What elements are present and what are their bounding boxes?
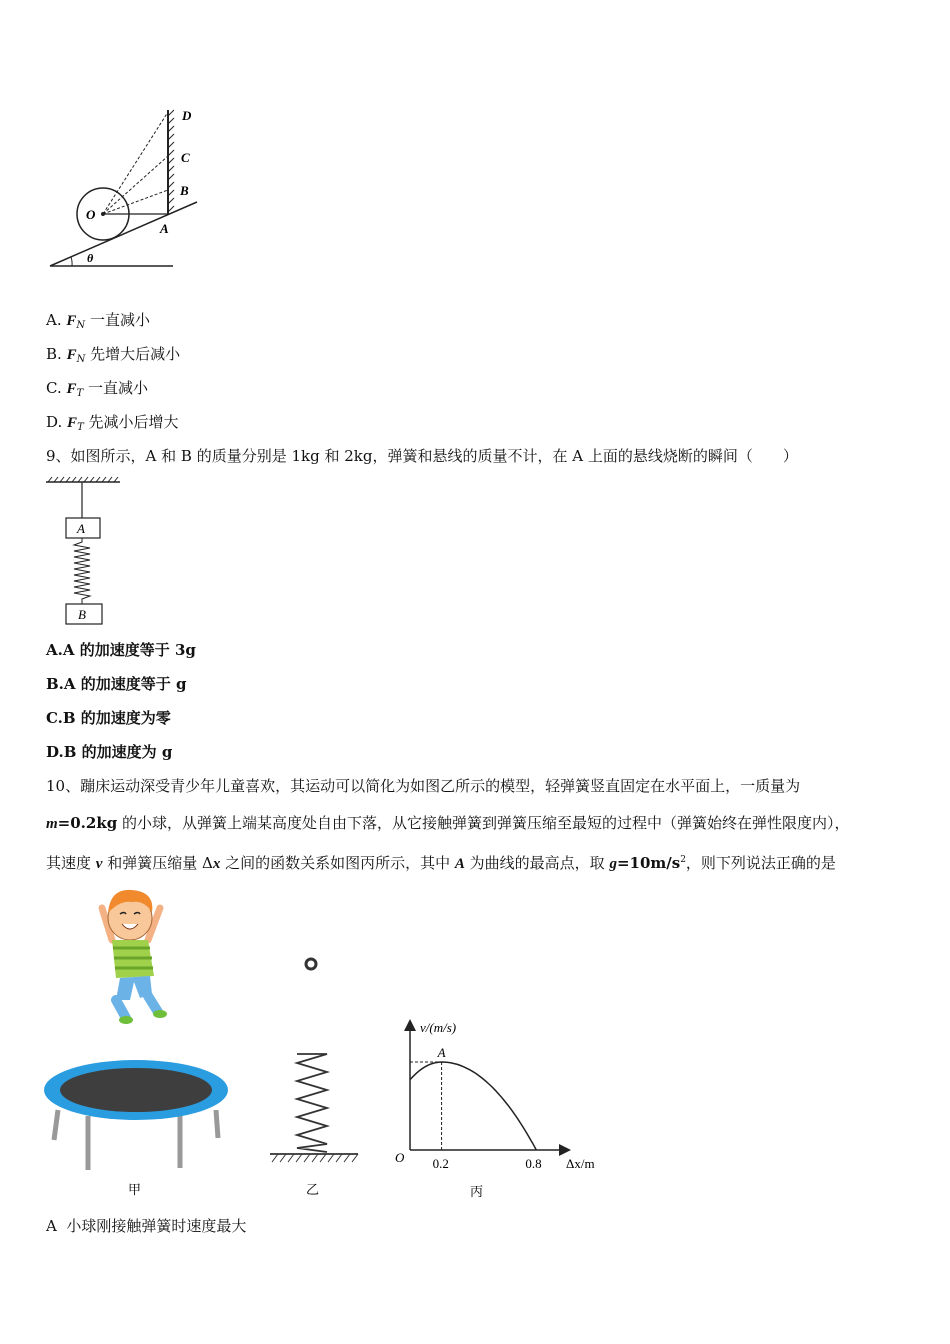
trampoline-child-illustration — [40, 878, 240, 1198]
peak-label: A — [437, 1045, 446, 1060]
label-theta: θ — [87, 251, 94, 265]
caption-yi: 乙 — [306, 1182, 320, 1197]
line-OD — [103, 112, 168, 214]
label-B: B — [180, 183, 189, 198]
x-tick-label: 0.2 — [432, 1156, 449, 1171]
trampoline — [44, 1060, 228, 1170]
label-O: O — [86, 207, 96, 222]
caption-bing: 丙 — [470, 1184, 484, 1199]
spring — [297, 1054, 327, 1152]
ball — [306, 959, 316, 969]
spring — [74, 538, 90, 604]
child-figure — [102, 890, 167, 1024]
velocity-curve — [410, 1062, 536, 1150]
q9-option-a[interactable]: A.A 的加速度等于 3g — [46, 641, 196, 659]
q9-option-c[interactable]: C.B 的加速度为零 — [46, 709, 171, 727]
x-axis-label: Δx/m — [566, 1156, 595, 1171]
line-OB — [103, 190, 168, 214]
caption-jia: 甲 — [128, 1182, 142, 1197]
spring-blocks-diagram — [44, 476, 124, 628]
q9-stem: 9、如图所示，A 和 B 的质量分别是 1kg 和 2kg，弹簧和悬线的质量不计，在 A 上面的悬线烧断的瞬间（ ） — [46, 447, 798, 465]
block-a-label: A — [77, 521, 85, 536]
q8-option-d[interactable]: D. $F_T$ 先减小后增大 — [46, 413, 179, 433]
q8-option-c[interactable]: C. $F_T$ 一直减小 — [46, 379, 148, 399]
q8-option-b[interactable]: B. $F_N$ 先增大后减小 — [46, 345, 181, 365]
incline-pole-diagram — [40, 100, 210, 275]
q9-option-d[interactable]: D.B 的加速度为 g — [46, 743, 173, 761]
x-tick-label: 0.8 — [525, 1156, 542, 1171]
origin-label: O — [395, 1150, 405, 1165]
q10-stem-line2: m=0.2kg 的小球，从弹簧上端某高度处自由下落，从它接触弹簧到弹簧压缩至最短的过程中（弹簧始终在弹性限度内）， — [46, 814, 850, 832]
angle-arc — [71, 257, 72, 266]
q8-option-a[interactable]: A. $F_N$ 一直减小 — [46, 311, 150, 331]
label-C: C — [181, 150, 190, 165]
q9-option-b[interactable]: B.A 的加速度等于 g — [46, 675, 187, 693]
line-OC — [103, 156, 168, 214]
y-axis-label: v/(m/s) — [420, 1020, 457, 1035]
incline-line — [50, 202, 197, 266]
label-A: A — [160, 221, 169, 236]
label-D: D — [182, 108, 192, 123]
block-b-label: B — [78, 607, 86, 622]
velocity-compression-chart — [390, 1012, 610, 1200]
ball-spring-diagram — [262, 948, 372, 1198]
q10-stem-line1: 10、蹦床运动深受青少年儿童喜欢，其运动可以简化为如图乙所示的模型，轻弹簧竖直固定在水平面上，一质量为 — [46, 777, 801, 795]
q10-option-a[interactable]: A 小球刚接触弹簧时速度最大 — [46, 1217, 247, 1235]
q10-stem-line3: 其速度 v 和弹簧压缩量 Δx 之间的函数关系如图丙所示，其中 A 为曲线的最高点，取 $g=10m/s^2$，则下列说法正确的是 — [46, 854, 836, 872]
